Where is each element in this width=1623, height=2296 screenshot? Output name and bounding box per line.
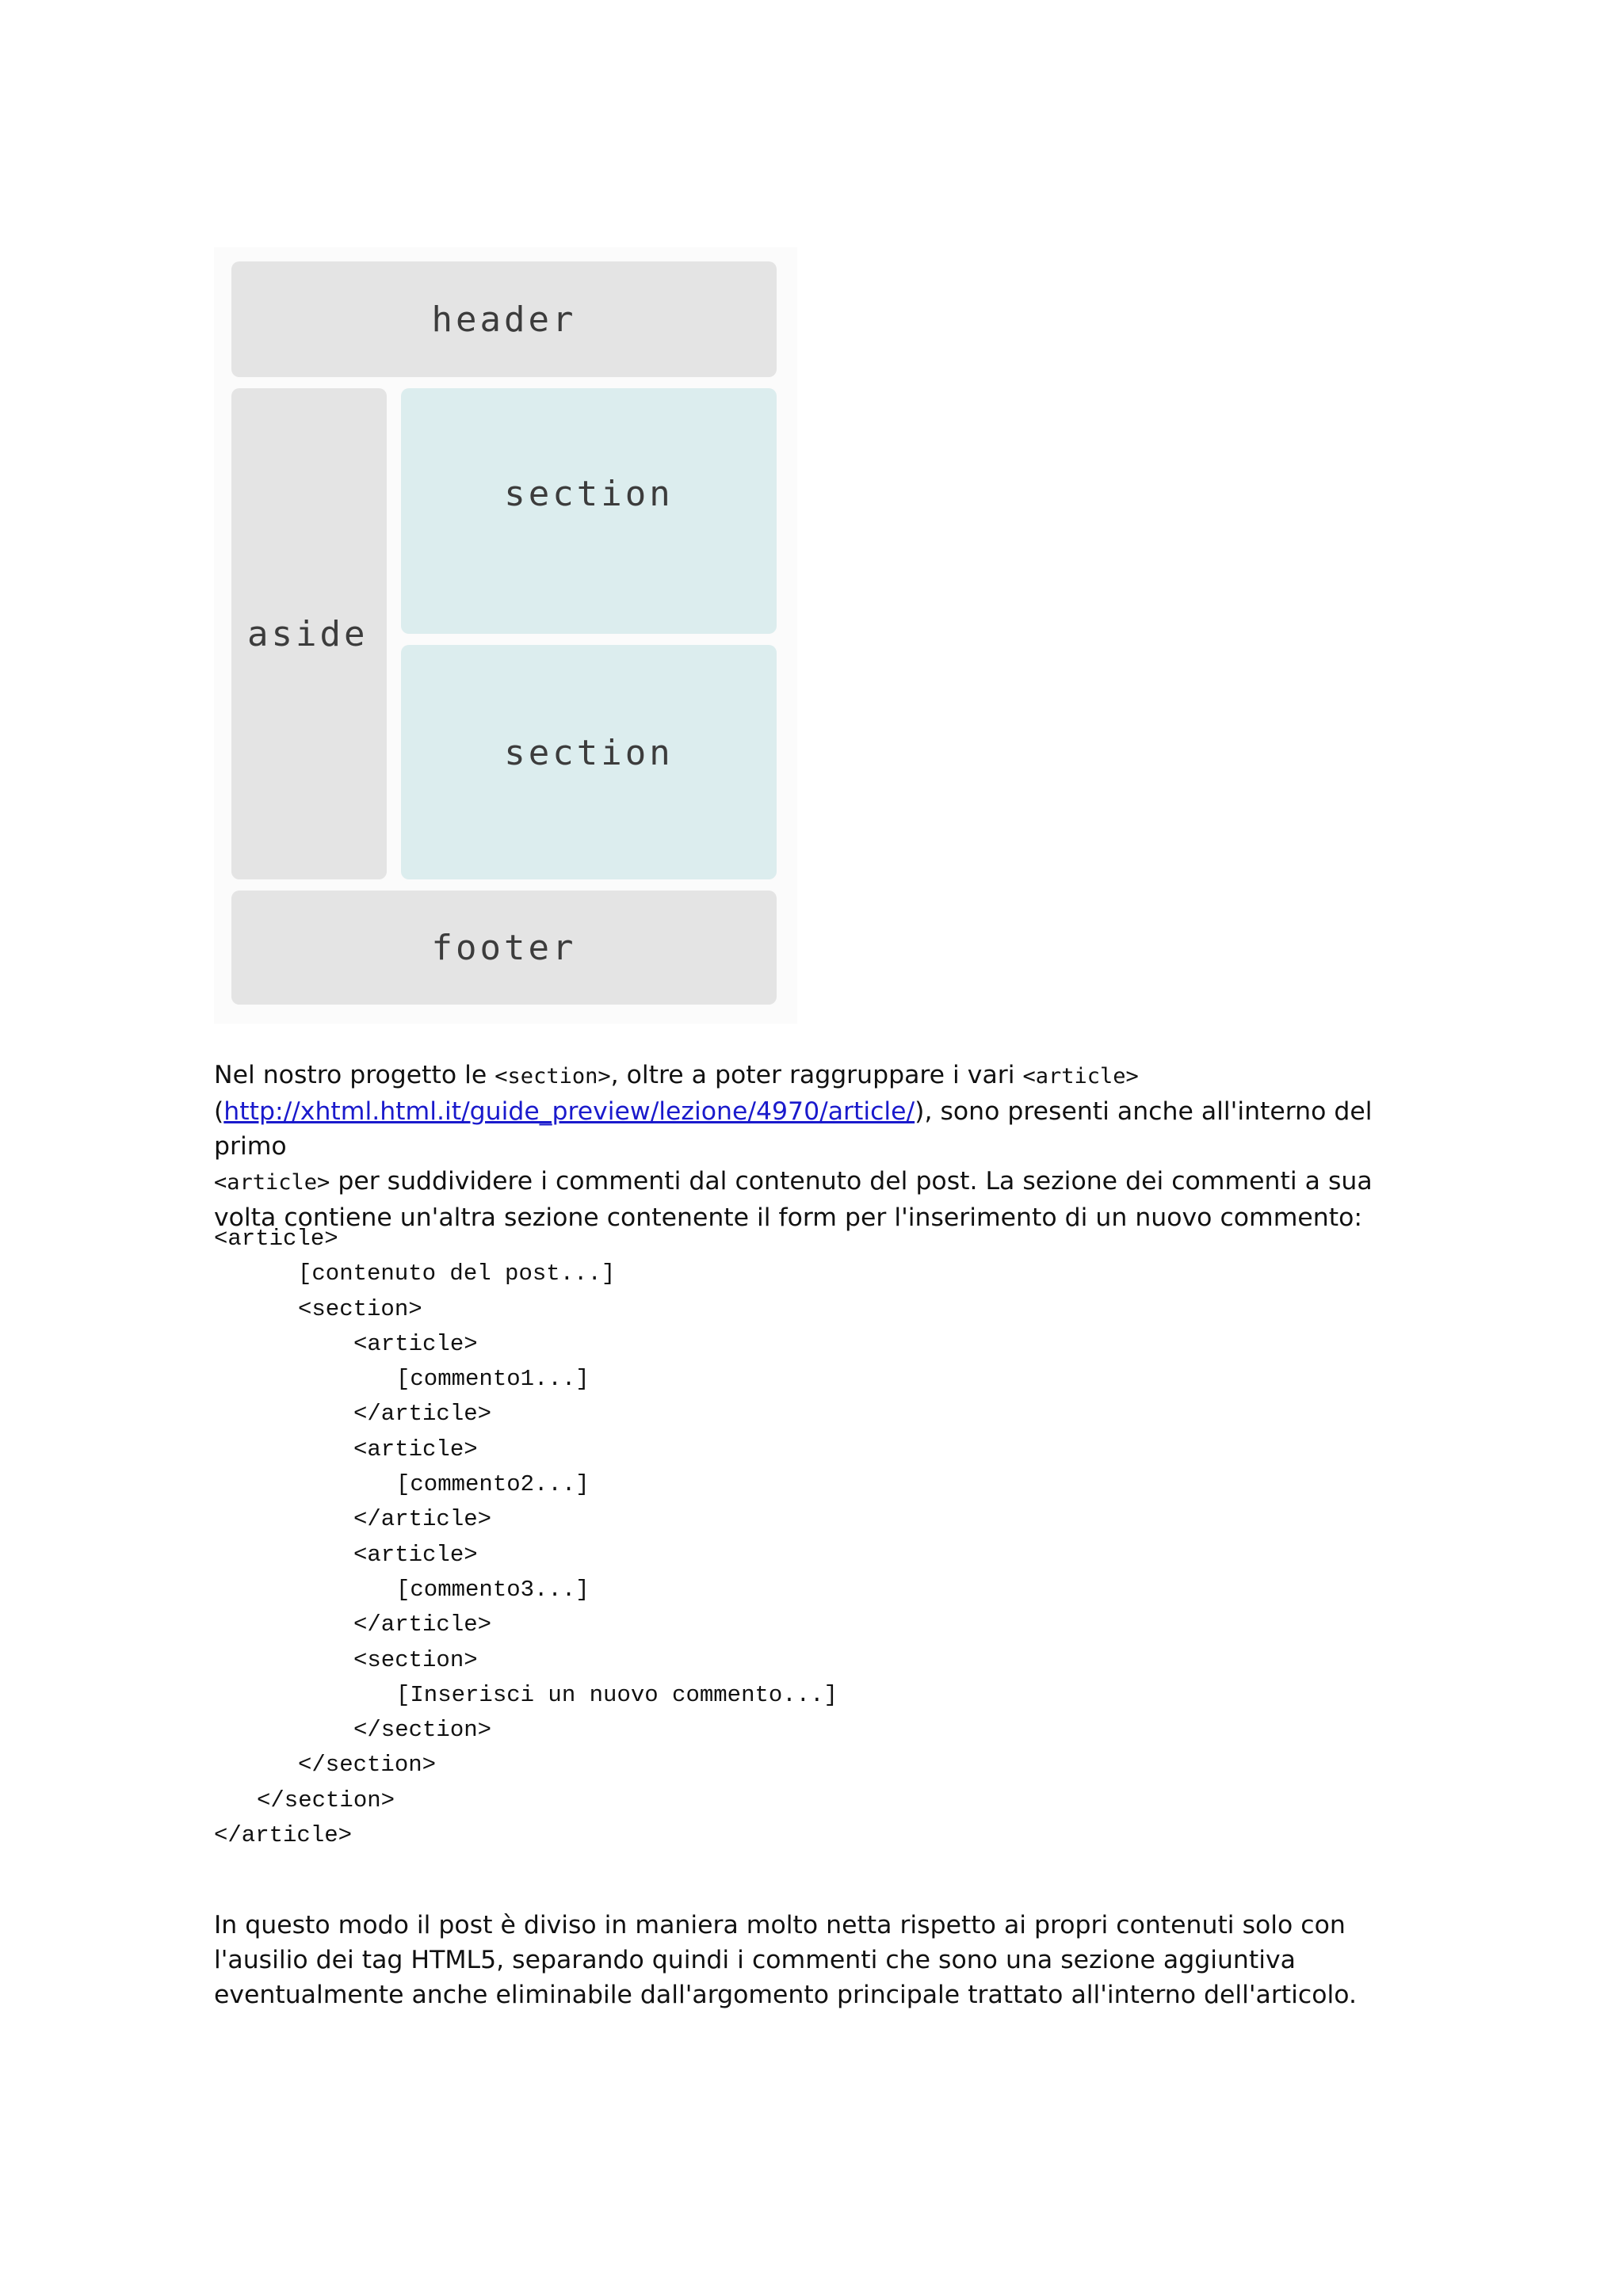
code-line: </article> <box>214 1822 353 1849</box>
intro-text-1: Nel nostro progetto le <box>214 1061 495 1089</box>
code-line: <article> <box>214 1226 338 1252</box>
code-line: </article> <box>353 1506 492 1533</box>
diagram-section-label-1: section <box>504 473 674 514</box>
code-line: [Inserisci un nuovo commento...] <box>396 1681 838 1708</box>
code-line: [contenuto del post...] <box>298 1261 616 1287</box>
code-line: [commento2...] <box>396 1471 590 1498</box>
code-line: [commento1...] <box>396 1366 590 1393</box>
intro-text-5: per suddividere i commenti dal contenuto del post. La sezione dei commenti a sua volta contiene un'altra sezione contenente il form per l'inserimento di un nuovo commento: <box>214 1167 1373 1232</box>
intro-text-4: ), sono presenti anche all'interno del primo <box>214 1097 1373 1161</box>
diagram-section-box-2 <box>401 645 777 879</box>
diagram-section-label-2: section <box>504 732 674 773</box>
intro-text-2: , oltre a poter raggruppare i vari <box>610 1061 1023 1089</box>
intro-text-3: ( <box>214 1097 224 1126</box>
diagram-footer-label: footer <box>431 927 577 968</box>
code-line: <section> <box>353 1646 478 1673</box>
diagram-section-box-1 <box>401 388 777 634</box>
code-line: <section> <box>298 1295 422 1322</box>
layout-diagram <box>214 247 797 1024</box>
inline-code-article-2: <article> <box>214 1170 330 1195</box>
intro-paragraph <box>214 1058 1434 1235</box>
code-line: </section> <box>298 1752 437 1779</box>
diagram-header-label: header <box>431 299 577 340</box>
diagram-aside-box <box>231 388 387 879</box>
code-line: </article> <box>353 1611 492 1638</box>
code-line: <article> <box>353 1330 478 1357</box>
diagram-header-box <box>231 261 777 377</box>
code-line: </article> <box>353 1401 492 1428</box>
code-line: </section> <box>353 1717 492 1744</box>
code-line: <article> <box>353 1541 478 1568</box>
inline-code-article: <article> <box>1022 1064 1139 1089</box>
diagram-footer-box <box>231 891 777 1005</box>
article-guide-link[interactable]: http://xhtml.html.it/guide_preview/lezione/4970/article/ <box>223 1097 915 1126</box>
code-line: </section> <box>257 1787 395 1814</box>
diagram-aside-label: aside <box>247 613 369 654</box>
conclusion-paragraph: In questo modo il post è diviso in maniera molto netta rispetto ai propri contenuti solo con l'ausilio dei tag HTML5, separando quindi i commenti che sono una sezione aggiuntiva eventualmente anche eliminabile dall'argomento principale trattato all'interno dell'articolo. <box>214 1911 1357 2009</box>
code-line: <article> <box>353 1436 478 1463</box>
code-example <box>214 1222 838 1853</box>
inline-code-section: <section> <box>495 1064 611 1089</box>
code-line: [commento3...] <box>396 1576 590 1603</box>
